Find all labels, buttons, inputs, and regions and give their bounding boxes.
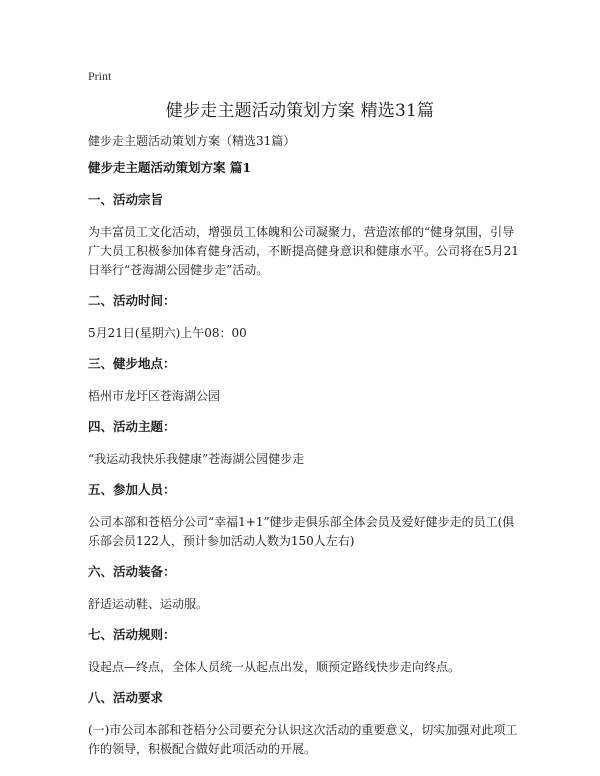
section-paragraph: 公司本部和苍梧分公司“幸福1+1”健步走俱乐部全体会员及爱好健步走的员工(俱乐部会员122人，预计参加活动人数为150人左右): [88, 515, 515, 548]
section-paragraph: “我运动我快乐我健康”苍海湖公园健步走: [88, 452, 305, 466]
section-heading: 三、健步地点：: [88, 356, 176, 371]
section-heading: 一、活动宗旨: [88, 192, 164, 207]
section-paragraph: 5月21日(星期六)上午08：00: [88, 326, 247, 340]
document-title: 健步走主题活动策划方案 精选31篇: [165, 101, 435, 121]
section-paragraph: 梧州市龙圩区苍海湖公园: [88, 389, 221, 403]
print-link[interactable]: Print: [88, 69, 112, 83]
document-subtitle: 健步走主题活动策划方案（精选31篇）: [88, 134, 296, 148]
section-heading: 七、活动规则：: [88, 627, 176, 642]
section-heading: 二、活动时间：: [88, 293, 176, 308]
section-heading: 六、活动装备：: [88, 564, 176, 579]
section-heading: 健步走主题活动策划方案 篇1: [88, 160, 252, 175]
section-paragraph: 设起点—终点，全体人员统一从起点出发，顺预定路线快步走向终点。: [88, 660, 461, 674]
section-heading: 四、活动主题：: [88, 419, 176, 434]
section-paragraph: 为丰富员工文化活动，增强员工体魄和公司凝聚力，营造浓郁的“健身氛围，引导广大员工积极参加体育健身活动，不断提高健身意识和健康水平。公司将在5月21日举行“苍海湖公园健步走”活动。: [88, 225, 519, 277]
section-paragraph: 舒适运动鞋、运动服。: [88, 597, 209, 611]
section-paragraph: (一)市公司本部和苍梧分公司要充分认识这次活动的重要意义，切实加强对此项工作的领导，积极配合做好此项活动的开展。: [88, 723, 518, 756]
document-body: [88, 159, 524, 771]
section-heading: 八、活动要求: [88, 690, 164, 705]
section-heading: 五、参加人员：: [88, 482, 176, 497]
